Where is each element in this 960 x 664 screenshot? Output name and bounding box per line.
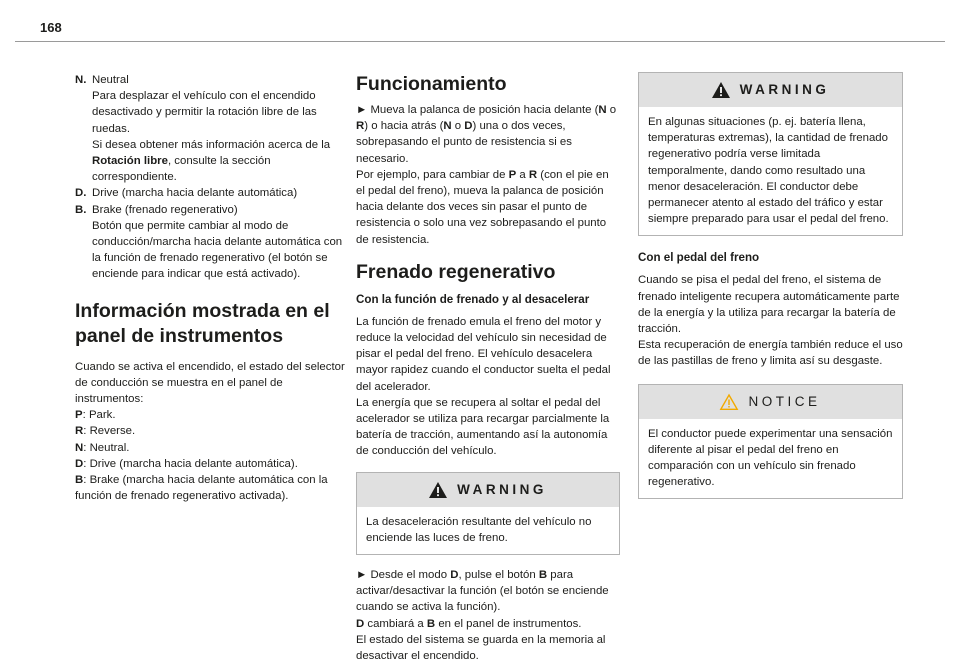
notice-header bbox=[639, 385, 902, 419]
step-activate: ► Desde el modo D, pulse el botón B para activar/desactivar la función (el botón se enciende cuando se activa la función). bbox=[356, 569, 609, 614]
step-change: D cambiará a B en el panel de instrumentos. bbox=[356, 617, 582, 630]
definition-title: Brake (frenado regenerativo) bbox=[92, 203, 238, 216]
definition-term: D. bbox=[75, 187, 87, 200]
definition-term: N. bbox=[75, 74, 87, 86]
notice-text: El conductor puede experimentar una sensación diferente al pisar el pedal del freno en comparación con un vehículo sin frenado regenerativo. bbox=[648, 427, 893, 489]
warning-header bbox=[357, 473, 619, 507]
paragraph-fren-2: La energía que se recupera al soltar el pedal del acelerador se utiliza para recargar parcialmente la batería de tracción, aumentando así la autonomía de conducción del vehículo. bbox=[356, 396, 610, 458]
mode-item: N: Neutral. bbox=[75, 441, 130, 454]
warning-triangle-icon bbox=[712, 82, 730, 98]
definition-title: Drive (marcha hacia delante automática) bbox=[92, 187, 298, 200]
definition-text-ref: Si desea obtener más información acerca de la Rotación libre, consulte la sección correspondiente. bbox=[92, 138, 331, 184]
page-number: 168 bbox=[40, 20, 62, 35]
definition-neutral bbox=[75, 72, 347, 185]
intro-text: Cuando se activa el encendido, el estado del selector de conducción se muestra en el panel de instrumentos: bbox=[75, 360, 345, 406]
section-heading-funcionamiento: Funcionamiento bbox=[356, 73, 507, 95]
subheading-pedal: Con el pedal del freno bbox=[638, 251, 760, 265]
mode-item: D: Drive (marcha hacia delante automática). bbox=[75, 457, 298, 470]
step-memory: El estado del sistema se guarda en la memoria al desactivar el encendido. bbox=[356, 633, 606, 663]
paragraph-fren-1: La función de frenado emula el freno del motor y reduce la velocidad del vehículo sin necesidad de pisar el pedal del freno. El vehículo desacelera mayor rapidez cuando el conductor suelta el pedal del acelerador. bbox=[356, 315, 611, 393]
column-right bbox=[638, 72, 903, 499]
mode-item: B: Brake (marcha hacia delante automática con la función de frenado regenerativo activada). bbox=[75, 474, 328, 503]
section-heading-frenado: Frenado regenerativo bbox=[356, 260, 556, 283]
subheading-desacelerar: Con la función de frenado y al desacelerar bbox=[356, 292, 590, 306]
warning-title: WARNING bbox=[739, 81, 830, 97]
warning-text: En algunas situaciones (p. ej. batería llena, temperaturas extremas), la cantidad de frenado regenerativo podría verse limitada temporalmente, dando como resultado una menor desaceleración. El conductor debe permanecer atento al estado del tráfico y estar siempre preparado para usar el pedal del freno. bbox=[648, 116, 889, 226]
section-heading-instruments: Información mostrada en el panel de instrumentos bbox=[75, 299, 330, 347]
mode-item: P: Park. bbox=[75, 409, 116, 422]
column-middle bbox=[356, 72, 620, 664]
warning-text: La desaceleración resultante del vehículo no enciende las luces de freno. bbox=[366, 515, 592, 544]
notice-box bbox=[638, 384, 903, 500]
header-divider bbox=[15, 41, 945, 42]
definition-term: B. bbox=[75, 203, 87, 216]
notice-title: NOTICE bbox=[748, 393, 821, 409]
paragraph-func-1: ► Mueva la palanca de posición hacia delante (N o R) o hacia atrás (N o D) una o dos veces, sobrepasando el punto de resistencia si es necesario. bbox=[356, 104, 617, 165]
paragraph-pedal-1: Cuando se pisa el pedal del freno, el sistema de frenado inteligente recupera automáticamente parte de la energía y la utiliza para recargar la batería de tracción. bbox=[638, 274, 900, 336]
notice-triangle-icon bbox=[720, 394, 738, 410]
paragraph-pedal-2: Esta recuperación de energía también reduce el uso de las pastillas de freno y limita así su desgaste. bbox=[638, 339, 903, 368]
warning-box bbox=[356, 472, 620, 555]
definition-text: Botón que permite cambiar al modo de conducción/marcha hacia delante automática con la función de frenado regenerativo (el botón se enciende para indicar que está activado). bbox=[92, 219, 343, 281]
warning-header bbox=[639, 73, 902, 107]
paragraph-func-2: Por ejemplo, para cambiar de P a R (con el pie en el pedal del freno), mueva la palanca de posición hacia delante dos veces sin pasar el punto de resistencia o solo una vez sobrepasando el punto de resistencia. bbox=[356, 168, 609, 246]
definition-text: Para desplazar el vehículo con el encendido desactivado y permitir la rotación libre de las ruedas. bbox=[92, 90, 317, 135]
mode-item: R: Reverse. bbox=[75, 425, 136, 438]
definition-title: Neutral bbox=[92, 74, 129, 86]
column-left bbox=[75, 72, 347, 504]
warning-box bbox=[638, 72, 903, 236]
definition-brake bbox=[75, 202, 347, 283]
warning-triangle-icon bbox=[429, 482, 447, 498]
definition-drive bbox=[75, 185, 347, 201]
reference-term: Rotación libre bbox=[92, 155, 168, 168]
warning-title: WARNING bbox=[457, 481, 547, 497]
